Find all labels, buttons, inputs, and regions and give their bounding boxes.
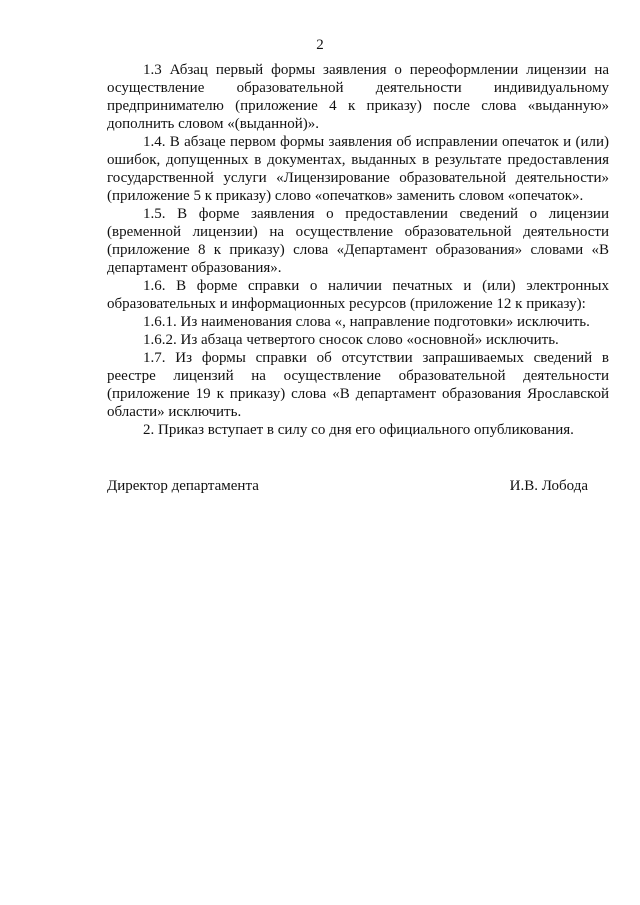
paragraph-1-6-2: 1.6.2. Из абзаца четвертого сносок слово «основной» исключить. [143,332,559,348]
paragraph-1-6: 1.6. В форме справки о наличии печатных и (или) электронных образовательных и информационных ресурсов (приложение 12 к приказу): [107,278,609,312]
page-number: 2 [316,37,324,53]
paragraph-1-5: 1.5. В форме заявления о предоставлении сведений о лицензии (временной лицензии) на осуществление образовательной деятельности (приложение 8 к приказу) слова «Департамент образования» словами «В департамент образования». [107,206,609,276]
paragraph-1-4: 1.4. В абзаце первом формы заявления об исправлении опечаток и (или) ошибок, допущенных в документах, выданных в результате предоставления государственной услуги «Лицензирование образовательной деятельности» (приложение 5 к приказу) слово «опечатков» заменить словом «опечаток». [107,134,609,204]
signature-block [107,477,588,495]
paragraph-1-6-1: 1.6.1. Из наименования слова «, направление подготовки» исключить. [143,314,590,330]
signatory-name: И.В. Лобода [509,478,588,494]
paragraph-2: 2. Приказ вступает в силу со дня его официального опубликования. [143,422,574,438]
paragraph-1-3: 1.3 Абзац первый формы заявления о переоформлении лицензии на осуществление образовательной деятельности индивидуальному предпринимателю (приложение 4 к приказу) после слова «выданную» дополнить словом «(выданной)». [107,62,609,132]
signatory-position: Директор департамента [107,478,259,494]
document-body [107,61,609,439]
paragraph-1-7: 1.7. Из формы справки об отсутствии запрашиваемых сведений в реестре лицензий на осуществление образовательной деятельности (приложение 19 к приказу) слова «В департамент образования Ярославской области» исключить. [107,350,609,420]
